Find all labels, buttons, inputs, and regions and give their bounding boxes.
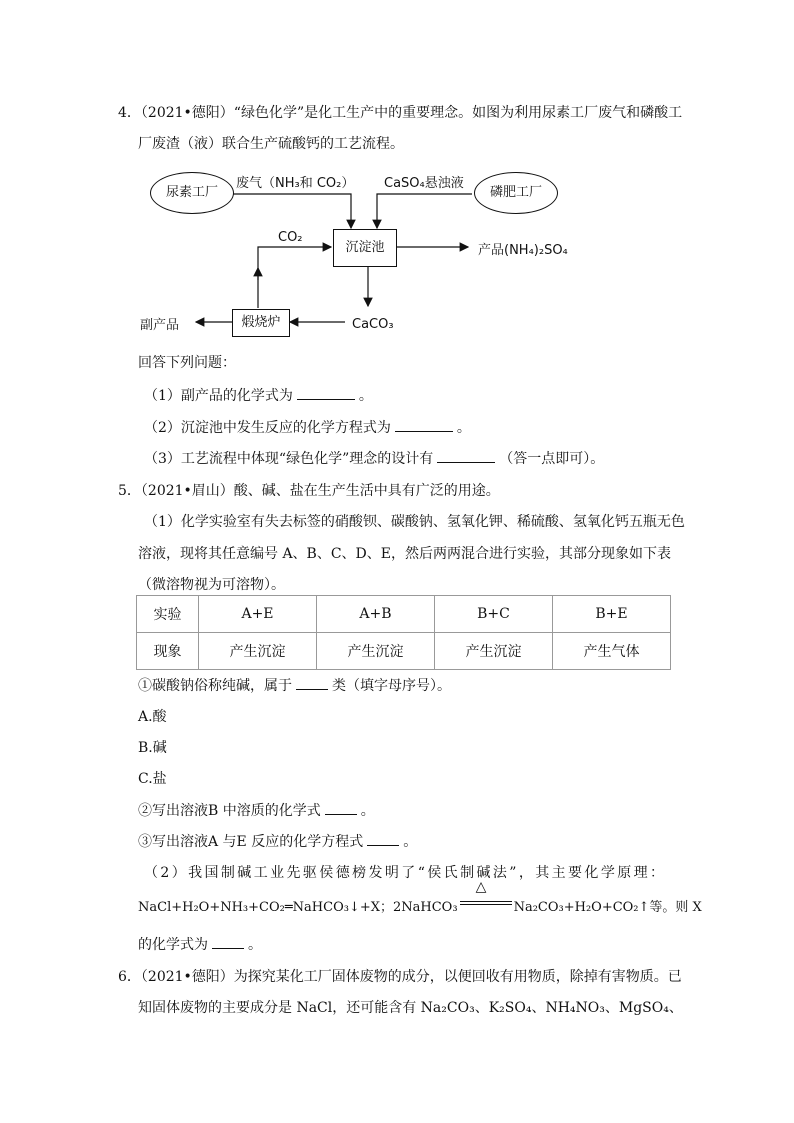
q5-qb [138,800,375,820]
answer-blank[interactable] [437,448,495,463]
calciner-node [232,309,290,337]
q5-qc-text: ③写出溶液A 与E 反应的化学方程式 [138,834,364,850]
caso4-label: CaSO₄悬浊液 [384,176,464,191]
q5-line1: 5．（2021•眉山）酸、碱、盐在生产生活中具有广泛的用途。 [118,483,500,499]
answer-blank[interactable] [297,385,355,400]
answer-blank[interactable] [367,831,399,846]
q5-p2-line3 [138,934,262,954]
q4-sub3 [144,448,604,468]
q4-sub2-end: 。 [456,420,471,436]
answer-blank[interactable] [325,800,357,815]
q5-qc [138,831,417,851]
byproduct-label: 副产品 [140,318,180,333]
q6-line2: 知固体废物的主要成分是 NaCl，还可能含有 Na₂CO₃、K₂SO₄、NH₄NO₃、MgSO₄、 [138,1000,683,1016]
table-cell: A+B [317,596,435,633]
q5-qa-text: ①碳酸钠俗称纯碱，属于 [138,678,292,694]
sedimentation-tank-label: 沉淀池 [345,240,385,255]
phosphate-factory-node [474,172,558,214]
calciner-label: 煅烧炉 [241,315,281,330]
option-a: A.酸 [138,709,167,725]
arrow-waste-gas [233,194,351,228]
q4-line2: 厂废渣（液）联合生产硫酸钙的工艺流程。 [138,136,404,152]
co2-label: CO₂ [278,230,303,245]
q5-qa [138,675,451,695]
table-cell: 现象 [137,633,199,670]
q5-p2-line3-end: 。 [248,937,262,953]
answer-blank[interactable] [395,417,453,432]
table-cell: B+C [435,596,553,633]
experiment-table [136,595,671,670]
q5-p1-line3: （微溶物视为可溶物）。 [138,577,285,593]
q4-answer-intro: 回答下列问题： [138,355,236,371]
arrow-co2-return [258,247,331,308]
option-b: B.碱 [138,740,167,756]
table-cell: 实验 [137,596,199,633]
heat-symbol-icon: △ [475,879,487,895]
q4-line1: 4．（2021•德阳）“绿色化学”是化工生产中的重要理念。如图为利用尿素工厂废气和磷酸工 [118,105,683,121]
q4-sub3-end: （答一点即可）。 [499,451,605,467]
sedimentation-tank-node [333,229,397,267]
heat-condition [458,879,514,911]
q4-sub1-text: （1）副产品的化学式为 [144,388,293,404]
q5-p2-line3-text: 的化学式为 [138,937,208,953]
equation-right: Na₂CO₃+H₂O+CO₂↑等。则 X [513,900,702,915]
urea-factory-label: 尿素工厂 [165,185,218,200]
q4-sub2 [144,417,471,437]
q4-sub1 [144,385,373,405]
phosphate-factory-label: 磷肥工厂 [489,185,542,200]
q5-p2-line1: （2）我国制碱工业先驱侯德榜发明了“侯氏制碱法”，其主要化学原理： [144,865,667,881]
urea-factory-node [150,172,234,214]
table-cell: 产生沉淀 [199,633,317,670]
waste-gas-label: 废气（NH₃和 CO₂） [236,176,355,191]
answer-blank[interactable] [212,934,244,949]
answer-blank[interactable] [296,675,328,690]
q5-equation [138,879,702,915]
q5-qa-end: 类（填字母序号）。 [332,678,451,694]
table-cell: A+E [199,596,317,633]
caco3-label: CaCO₃ [352,317,394,332]
q5-p1-line2: 溶液，现将其任意编号 A、B、C、D、E，然后两两混合进行实验，其部分现象如下表 [138,546,672,562]
table-cell: 产生沉淀 [317,633,435,670]
arrow-caso4 [377,194,472,228]
q4-sub2-text: （2）沉淀池中发生反应的化学方程式为 [144,420,391,436]
q4-sub1-end: 。 [358,388,373,404]
q5-qb-text: ②写出溶液B 中溶质的化学式 [138,803,321,819]
equation-bar [460,904,512,905]
table-cell: 产生沉淀 [435,633,553,670]
equation-left: NaCl+H₂O+NH₃+CO₂═NaHCO₃↓+X；2NaHCO₃ [138,900,458,915]
flow-arrows [0,0,794,340]
q5-p1-line1: （1）化学实验室有失去标签的硝酸钡、碳酸钠、氢氧化钾、稀硫酸、氢氧化钙五瓶无色 [144,514,685,530]
table-cell: 产生气体 [553,633,671,670]
table-row [137,633,671,670]
q6-line1: 6．（2021•德阳）为探究某化工厂固体废物的成分，以便回收有用物质，除掉有害物质。已 [118,969,682,985]
q5-qc-end: 。 [403,834,418,850]
table-header-row [137,596,671,633]
q5-qb-end: 。 [360,803,375,819]
option-c: C.盐 [138,771,167,787]
table-cell: B+E [553,596,671,633]
equation-bar [460,901,512,902]
product-label: 产品(NH₄)₂SO₄ [478,243,568,258]
q4-sub3-text: （3）工艺流程中体现“绿色化学”理念的设计有 [144,451,434,467]
